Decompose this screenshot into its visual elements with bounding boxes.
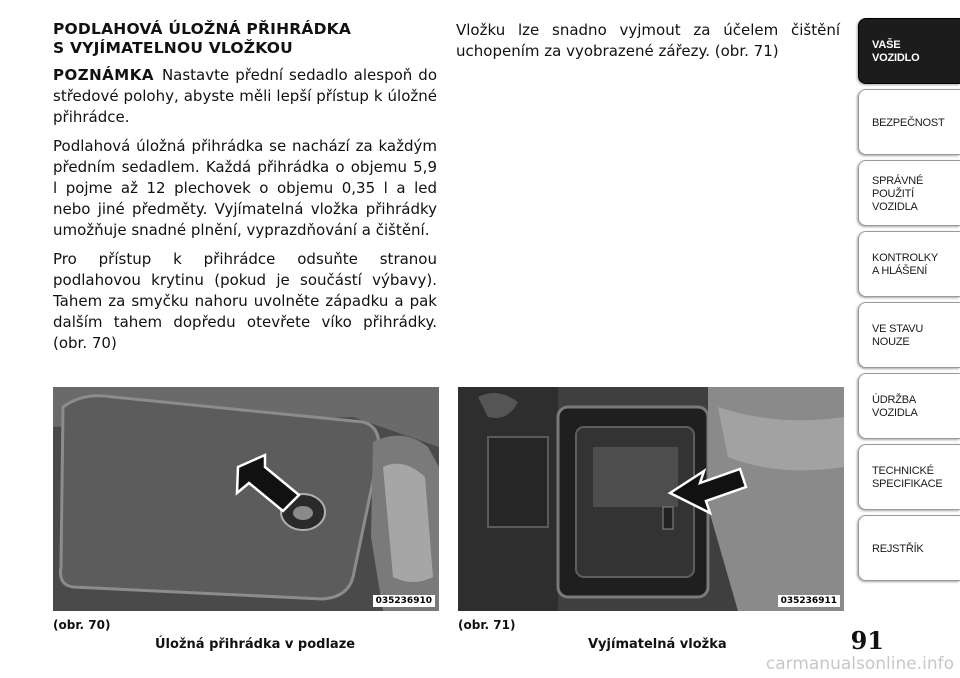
note-label: POZNÁMKA [53,66,154,84]
note-text: Nastavte přední sedadlo alespoň do středové polohy, abyste měli lepší přístup k úložné přihrádce. [53,66,437,126]
tab-vase-vozidlo[interactable]: VAŠE VOZIDLO [858,18,960,84]
tab-technicke-specifikace[interactable]: TECHNICKÉ SPECIFIKACE [858,444,960,510]
heading-line-2: S VYJÍMATELNOU VLOŽKOU [53,39,293,57]
watermark: carmanualsonline.info [765,654,954,674]
left-column [53,20,437,362]
note-paragraph [53,65,437,128]
tab-rejstrik[interactable]: REJSTŘÍK [858,515,960,581]
figure-code-70: 035236910 [373,595,435,607]
right-column [456,20,840,70]
body-paragraph-1: Podlahová úložná přihrádka se nachází za každým předním sedadlem. Každá přihrádka o objemu 5,9 l pojme až 12 plechovek o objemu 0,35 l a led nebo jiné předměty. Vyjímatelná vložka přihrádky umožňuje snadné plnění, vyprazdňování a čištění. [53,137,437,239]
tab-ve-stavu-nouze[interactable]: VE STAVU NOUZE [858,302,960,368]
removable-liner-illustration [458,387,844,611]
tab-bezpecnost[interactable]: BEZPEČNOST [858,89,960,155]
figure-caption-71: Vyjímatelná vložka [588,637,727,652]
tab-spravne-pouziti[interactable]: SPRÁVNÉ POUŽITÍ VOZIDLA [858,160,960,226]
body-paragraph-3: Vložku lze snadno vyjmout za účelem čištění uchopením za vyobrazené zářezy. (obr. 71) [456,21,840,60]
page-number: 91 [850,626,884,655]
figure-code-71: 035236911 [778,595,840,607]
figure-ref-70: (obr. 70) [53,618,111,632]
figure-71-photo [458,387,844,611]
body-paragraph-2: Pro přístup k přihrádce odsuňte stranou podlahovou krytinu (pokud je součástí výbavy). Tahem za smyčku nahoru uvolněte západku a pak dalším tahem dopředu otevřete víko přihrádky. (obr. 70) [53,250,437,352]
figure-ref-71: (obr. 71) [458,618,516,632]
section-heading [53,20,437,58]
heading-line-1: PODLAHOVÁ ÚLOŽNÁ PŘIHRÁDKA [53,20,352,38]
figure-70-photo [53,387,439,611]
figure-caption-70: Úložná přihrádka v podlaze [155,637,356,652]
chapter-tabs [858,18,960,586]
floor-bin-illustration [53,387,439,611]
tab-kontrolky[interactable]: KONTROLKY A HLÁŠENÍ [858,231,960,297]
tab-udrzba[interactable]: ÚDRŽBA VOZIDLA [858,373,960,439]
